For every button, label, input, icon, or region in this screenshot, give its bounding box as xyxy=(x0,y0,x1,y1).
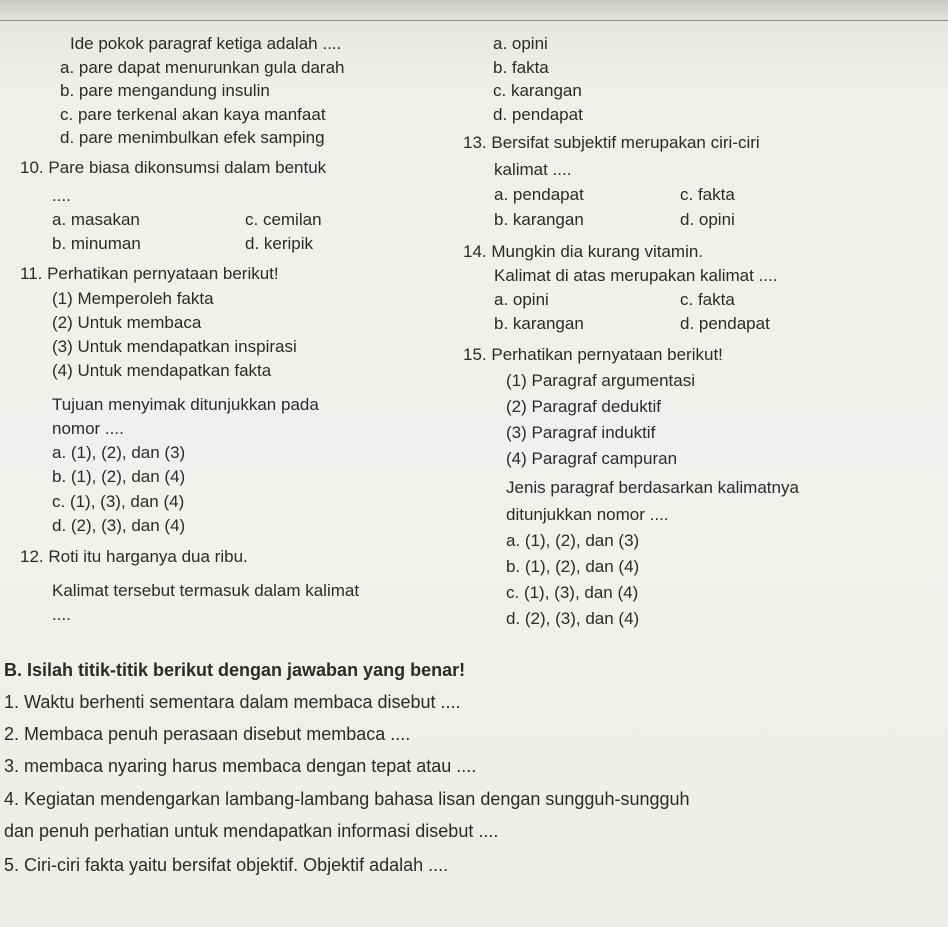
q14-option-a: a. opini xyxy=(494,290,549,309)
q11-statement-3: (3) Untuk mendapatkan inspirasi xyxy=(52,337,297,356)
section-b-heading: B. Isilah titik-titik berikut dengan jawaban yang benar! xyxy=(4,660,466,680)
q11-question-line1: Tujuan menyimak ditunjukkan pada xyxy=(52,395,319,414)
q10-continuation: .... xyxy=(52,186,71,205)
section-b-item-5: 5. Ciri-ciri fakta yaitu bersifat objektif. Objektif adalah .... xyxy=(4,855,449,875)
q11-stem: 11. Perhatikan pernyataan berikut! xyxy=(20,264,279,283)
q12-stem: 12. Roti itu harganya dua ribu. xyxy=(20,547,248,566)
q15-statement-4: (4) Paragraf campuran xyxy=(506,449,678,468)
q13-option-d: d. opini xyxy=(680,210,735,229)
q12-question-line2: .... xyxy=(52,605,71,624)
q15-question-line1: Jenis paragraf berdasarkan kalimatnya xyxy=(506,478,799,497)
q12-option-a: a. opini xyxy=(493,34,548,53)
q13-option-a: a. pendapat xyxy=(494,185,584,204)
q15-option-d: d. (2), (3), dan (4) xyxy=(506,609,640,628)
q11-statement-1: (1) Memperoleh fakta xyxy=(52,289,214,308)
q11-option-d: d. (2), (3), dan (4) xyxy=(52,516,186,535)
q13-option-c: c. fakta xyxy=(680,185,735,204)
q14-question: Kalimat di atas merupakan kalimat .... xyxy=(494,266,778,285)
q13-stem: 13. Bersifat subjektif merupakan ciri-ciri xyxy=(463,133,760,152)
q10-option-b: b. minuman xyxy=(52,234,141,253)
q10-option-c: c. cemilan xyxy=(245,210,322,229)
q15-statement-2: (2) Paragraf deduktif xyxy=(506,397,661,416)
q10-option-a: a. masakan xyxy=(52,210,140,229)
section-b-item-3: 3. membaca nyaring harus membaca dengan tepat atau .... xyxy=(4,756,477,776)
q14-option-d: d. pendapat xyxy=(680,314,770,333)
q15-question-line2: ditunjukkan nomor .... xyxy=(506,505,669,524)
q9-option-d: d. pare menimbulkan efek samping xyxy=(60,128,325,147)
top-divider xyxy=(0,20,948,21)
q11-option-a: a. (1), (2), dan (3) xyxy=(52,443,186,462)
section-b-item-4: 4. Kegiatan mendengarkan lambang-lambang bahasa lisan dengan sungguh-sungguh xyxy=(4,789,690,809)
q9-option-b: b. pare mengandung insulin xyxy=(60,81,270,100)
section-b-item-4-continued: dan penuh perhatian untuk mendapatkan informasi disebut .... xyxy=(4,821,499,841)
q15-statement-1: (1) Paragraf argumentasi xyxy=(506,371,695,390)
q11-statement-2: (2) Untuk membaca xyxy=(52,313,202,332)
section-b-item-2: 2. Membaca penuh perasaan disebut membaca .... xyxy=(4,724,411,744)
q9-option-a: a. pare dapat menurunkan gula darah xyxy=(60,58,345,77)
q13-option-b: b. karangan xyxy=(494,210,584,229)
q13-continuation: kalimat .... xyxy=(494,160,572,179)
q9-option-c: c. pare terkenal akan kaya manfaat xyxy=(60,105,326,124)
q10-option-d: d. keripik xyxy=(245,234,314,253)
q11-option-c: c. (1), (3), dan (4) xyxy=(52,492,185,511)
q11-option-b: b. (1), (2), dan (4) xyxy=(52,467,186,486)
q15-option-c: c. (1), (3), dan (4) xyxy=(506,583,639,602)
q12-option-b: b. fakta xyxy=(493,58,549,77)
q15-option-b: b. (1), (2), dan (4) xyxy=(506,557,640,576)
q14-stem: 14. Mungkin dia kurang vitamin. xyxy=(463,242,704,261)
q14-option-b: b. karangan xyxy=(494,314,584,333)
q15-option-a: a. (1), (2), dan (3) xyxy=(506,531,640,550)
q9-stem: Ide pokok paragraf ketiga adalah .... xyxy=(70,34,342,53)
q15-stem: 15. Perhatikan pernyataan berikut! xyxy=(463,345,723,364)
q12-question-line1: Kalimat tersebut termasuk dalam kalimat xyxy=(52,581,360,600)
q14-option-c: c. fakta xyxy=(680,290,735,309)
q15-statement-3: (3) Paragraf induktif xyxy=(506,423,656,442)
section-b-item-1: 1. Waktu berhenti sementara dalam membaca disebut .... xyxy=(4,692,461,712)
q12-option-c: c. karangan xyxy=(493,81,582,100)
q11-question-line2: nomor .... xyxy=(52,419,124,438)
q10-stem: 10. Pare biasa dikonsumsi dalam bentuk xyxy=(20,158,327,177)
q11-statement-4: (4) Untuk mendapatkan fakta xyxy=(52,361,272,380)
q12-option-d: d. pendapat xyxy=(493,105,583,124)
